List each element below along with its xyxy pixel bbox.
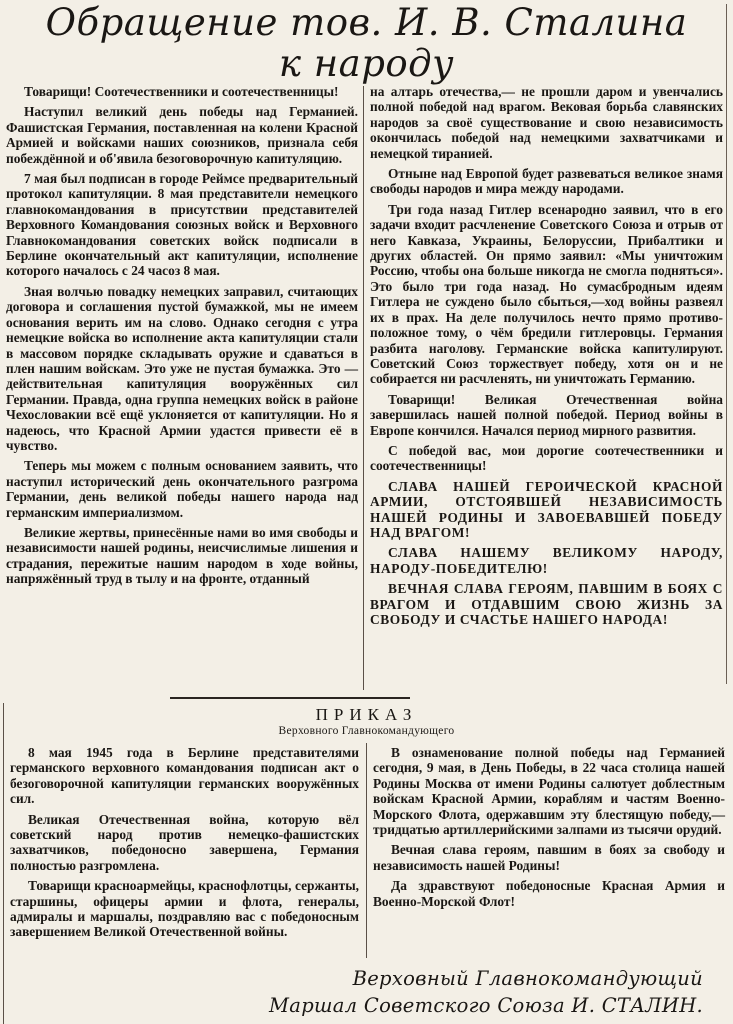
address-column-left [6,84,358,592]
column-divider-right [726,4,727,684]
paragraph: Вечная слава героям, павшим в боях за свободу и независимость нашей Родины! [373,842,725,873]
headline-line-2: к народу [278,42,455,85]
order-border-left [3,703,4,1024]
headline [0,2,733,84]
column-divider-address [363,86,364,690]
paragraph: на алтарь отечества,— не прошли даром и увенчались полной победой над врагом. Вековая борьба славянских народов за своё существование и свою независимость окончилась победой над немецкими захватчиками и немецкой тиранией. [370,84,723,161]
address-column-right [370,84,723,632]
paragraph: Великие жертвы, принесённые нами во имя свободы и независимости нашей родины, неисчислимые лишения и страдания, пережитые нашим народом в ходе войны, напряжённый труд в тылу и на фронте, отданный [6,524,358,587]
paragraph: Зная волчью повадку немецких заправил, считающих договора и соглашения пустой бумажкой, мы не имеем основания верить им на слово. Однако сегодня с утра немецкие войска во исполнение акта капитуляции стали в массовом порядке складывать оружие и сдаваться в плен нашим войскам. Это уже не пустая бумажка. Это — действительная капитуляция вооружённых сил Германии. Правда, одна группа немецких войск в районе Чехословакии всё ещё уклоняется от капитуляции. Но я надеюсь, что Красной Армии удастся привести её в чувство. [6,283,358,453]
paragraph: 7 мая был подписан в городе Реймсе предварительный протокол капитуляции. 8 мая представители немецкого главнокомандования в присутствии представителей Верховного Командования союзных войск и Верховного Главнокомандования советских войск подписали в Берлине окончательный акт капитуляции, исполнение которого началось с 24 часоз 8 мая. [6,171,358,279]
paragraph: В ознаменование полной победы над Германией сегодня, 9 мая, в День Победы, в 22 часа столица нашей Родины Москва от имени Родины салютует доблестным войскам Красной Армии, кораблям и частям Военно-Морского Флота, одержавшим эту блестящую победу,— тридцатью артиллерийскими залпами из тысячи орудий. [373,745,725,838]
order-subtitle: Верховного Главнокомандующего [278,725,455,737]
paragraph: Товарищи красноармейцы, краснофлотцы, сержанты, старшины, офицеры армии и флота, генералы, адмиралы и маршалы, поздравляю вас с победоносным завершением Великой Отечественной войны. [10,878,359,940]
signature-name: Маршал Советского Союза И. СТАЛИН. [269,994,703,1017]
paragraph: С победой вас, мои дорогие соотечественники и соотечественницы! [370,442,723,474]
paragraph: Товарищи! Соотечественники и соотечественницы! [24,84,339,99]
order-column-left [10,745,359,945]
paragraph: Великая Отечественная война, которую вёл советский народ против немецко-фашистских захватчиков, победоносно завершена, Германия полностью разгромлена. [10,811,359,873]
slogan: СЛАВА НАШЕЙ ГЕРОИЧЕСКОЙ КРАСНОЙ АРМИИ, ОТСТОЯВШЕЙ НЕЗАВИСИМОСТЬ НАШЕЙ РОДИНЫ И ЗАВОЕВАВШЕЙ ПОБЕДУ НАД ВРАГОМ! [370,478,723,540]
slogan: ВЕЧНАЯ СЛАВА ГЕРОЯМ, ПАВШИМ В БОЯХ С ВРАГОМ И ОТДАВШИМ СВОЮ ЖИЗНЬ ЗА СВОБОДУ И СЧАСТЬЕ НАШЕГО НАРОДА! [370,581,723,627]
paragraph: Теперь мы можем с полным основанием заявить, что наступил исторический день окончательного разгрома Германии, день великой победы нашего народа над германским империализмом. [6,458,358,520]
signature-title: Верховный Главнокомандующий [352,967,703,990]
paragraph: Товарищи! Великая Отечественная война завершилась нашей полной победой. Период войны в Европе кончился. Начался период мирного развития. [370,391,723,438]
paragraph: 8 мая 1945 года в Берлине представителями германского верховного командования подписан акт о безоговорочной капитуляции германских вооружённых сил. [10,745,359,807]
section-divider [170,697,410,699]
paragraph: Три года назад Гитлер всенародно заявил, что в его задачи входит расчленение Советского Союза и отрыв от него Кавказа, Украины, Белоруссии, Прибалтики и других областей. Он прямо заявил: «Мы уничтожим Россию, чтобы она больше никогда не смогла подняться». Это было три года назад. Но сумасбродным идеям Гитлера не суждено было сбыться,—ход войны развеял их в прах. На деле получилось нечто прямо противоположное тому, о чём бредили гитлеровцы. Германия разбита наголову. Германские войска капитулируют. Советский Союз торжествует победу, хотя он и не собирается ни расчленять, ни уничтожать Германию. [370,201,723,387]
headline-line-1: Обращение тов. И. В. Сталина [45,1,688,44]
column-divider-order [366,743,367,958]
order-column-right [373,745,725,914]
paragraph: Да здравствуют победоносные Красная Армия и Военно-Морской Флот! [373,878,725,909]
slogan: СЛАВА НАШЕМУ ВЕЛИКОМУ НАРОДУ, НАРОДУ-ПОБЕДИТЕЛЮ! [370,545,723,576]
paragraph: Отныне над Европой будет развеваться великое знамя свободы народов и мира между народами. [370,166,723,197]
paragraph: Наступил великий день победы над Германией. Фашистская Германия, поставленная на колени Красной Армией и войсками наших союзников, признала себя побеждённой и об'явила безоговорочную капитуляцию. [6,104,358,166]
order-title: ПРИКАЗ [315,705,418,724]
